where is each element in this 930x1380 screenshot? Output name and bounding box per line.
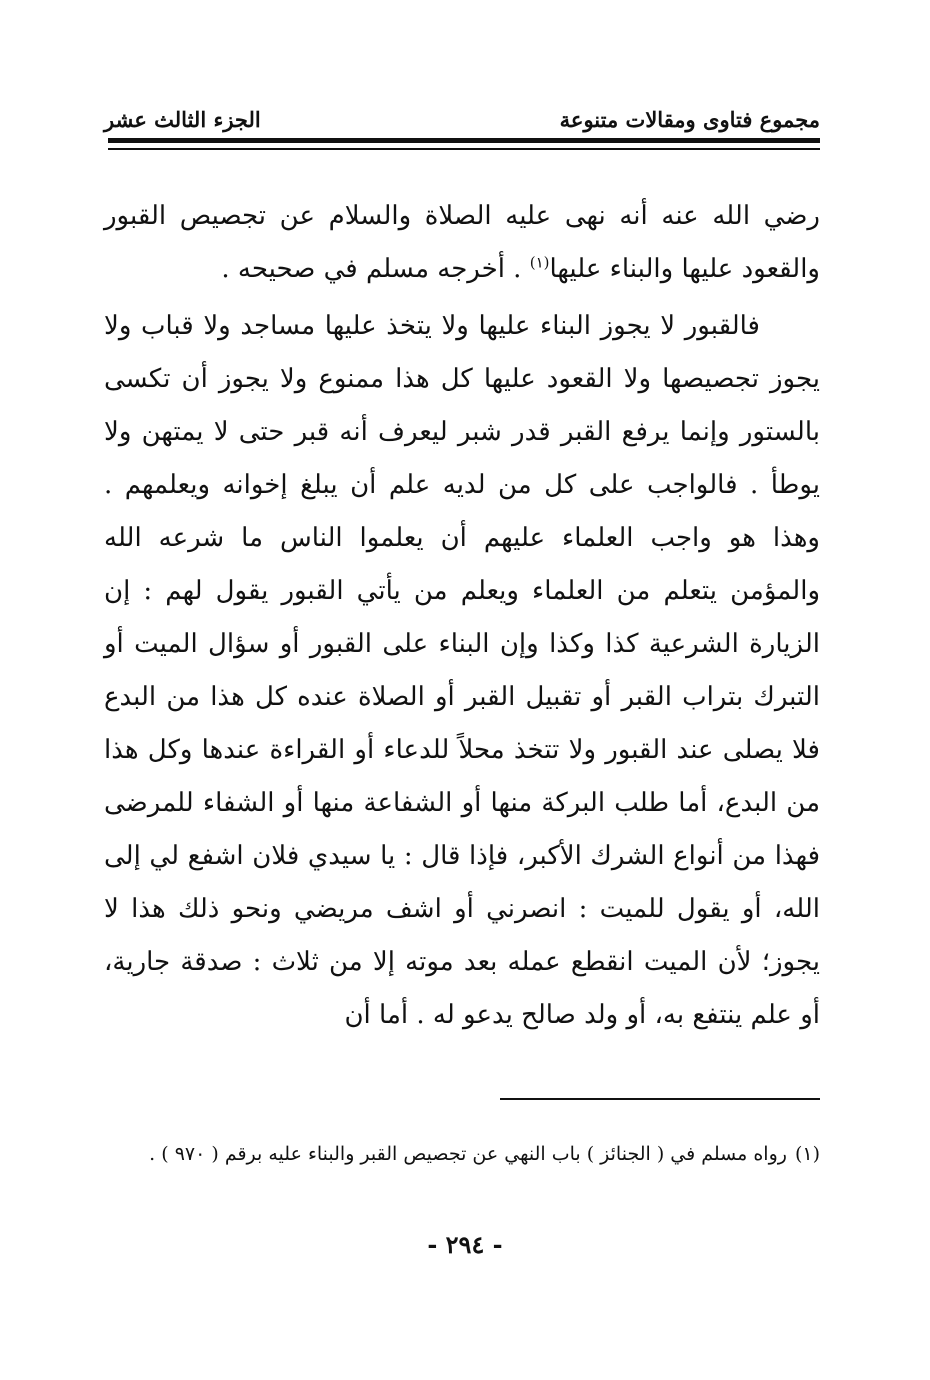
running-header xyxy=(104,92,820,132)
main-text xyxy=(104,190,820,1042)
paragraph-2: فالقبور لا يجوز البناء عليها ولا يتخذ عليها مساجد ولا قباب ولا يجوز تجصيصها ولا القعود عليها كل هذا ممنوع ولا يجوز أن تكسى بالستور وإنما يرفع القبر قدر شبر ليعرف أنه قبر حتى لا يمتهن ولا يوطأ . فالواجب على كل من لديه علم أن يبلغ إخوانه ويعلمهم . وهذا هو واجب العلماء عليهم أن يعلموا الناس ما شرعه الله والمؤمن يتعلم من العلماء ويعلم من يأتي القبور يقول لهم : إن الزيارة الشرعية كذا وكذا وإن البناء على القبور أو سؤال الميت أو التبرك بتراب القبر أو تقبيل القبر أو الصلاة عنده كل هذا من البدع فلا يصلى عند القبور ولا تتخذ محلاً للدعاء أو القراءة عندها وكل هذا من البدع، أما طلب البركة منها أو الشفاعة منها أو الشفاء للمرضى فهذا من أنواع الشرك الأكبر، فإذا قال : يا سيدي فلان اشفع لي إلى الله، أو يقول للميت : انصرني أو اشف مريضي ونحو ذلك هذا لا يجوز؛ لأن الميت انقطع عمله بعد موته إلا من ثلاث : صدقة جارية، أو علم ينتفع به، أو ولد صالح يدعو له . أما أن xyxy=(104,311,820,1030)
footnote-number: (١) xyxy=(794,1143,820,1165)
paragraph-1-tail: . أخرجه مسلم في صحيحه . xyxy=(221,254,522,284)
book-title: مجموع فتاوى ومقالات متنوعة xyxy=(559,107,820,132)
footnote-text: رواه مسلم في ( الجنائز ) باب النهي عن تجصيص القبر والبناء عليه برقم ( ٩٧٠ ) . xyxy=(149,1143,787,1165)
page-number: - ٢٩٤ - xyxy=(427,1230,503,1259)
header-rule-thick xyxy=(108,138,820,143)
footnote-reference: (١) xyxy=(529,253,550,272)
footnote xyxy=(104,1136,820,1172)
volume-label: الجزء الثالث عشر xyxy=(104,107,261,132)
paragraph-1 xyxy=(104,190,820,296)
header-rule-thin xyxy=(108,148,820,150)
footnote-separator xyxy=(500,1098,820,1100)
paragraph-1-text: رضي الله عنه أنه نهى عليه الصلاة والسلام عن تجصيص القبور والقعود عليها والبناء عليها xyxy=(104,201,820,284)
